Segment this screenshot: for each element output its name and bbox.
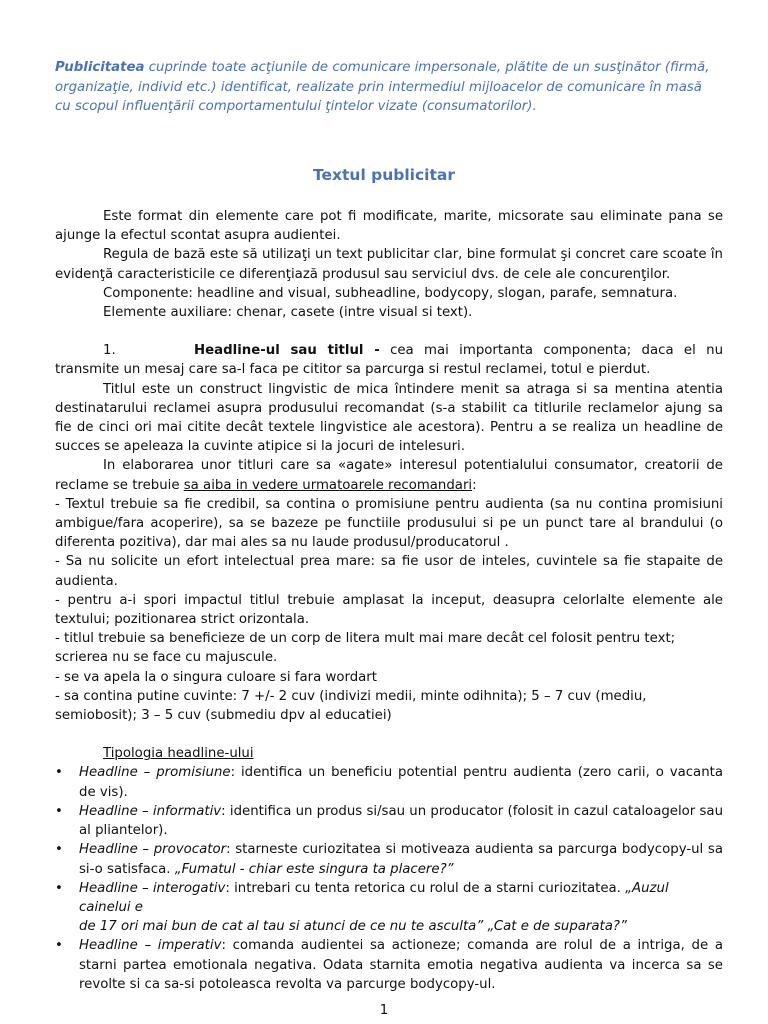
recommendation: - pentru a-i spori impactul titlul trebuie amplasat la inceput, deasupra celorlalte elemente ale textului; pozitionarea strict orizontala.: [55, 592, 723, 628]
list-item: • Headline – informativ: identifica un produs si/sau un producator (folosit in cazul cataloagelor sau al pliantelor).: [55, 802, 723, 840]
recommendation: - titlul trebuie sa beneficieze de un corp de litera mult mai mare decât cel folosit pentru text; scrierea nu se face cu majuscule.: [55, 631, 676, 666]
paragraph: Este format din elemente care pot fi modificate, marite, micsorate sau eliminate pana se ajunge la efectul scontat asupra audientei.: [55, 209, 723, 244]
headline-section-text: cea mai importanta componenta; daca el nu transmite un mesaj care sa-l faca pe cititor sa parcurga si restul reclamei, totul e pierdut.: [55, 343, 723, 378]
paragraph: Titlul este un construct lingvistic de mica întindere menit sa atraga si sa mentina atentia destinatarului reclamei asupra produsului recomandat (s-a stabilit ca titlurile reclamelor ajung sa fie de cinci ori mai citite decât textele lingvistice ale acestora). Pentru a se realiza un headline de succes se apeleaza la cuvinte atipice si la jocuri de intelesuri.: [55, 381, 723, 455]
headline-types-list: [55, 763, 723, 993]
recommendation: - sa contina putine cuvinte: 7 +/- 2 cuv (indivizi medii, minte odihnita); 5 – 7 cuv (mediu, semiobosit); 3 – 5 cuv (submediu dpv al educatiei): [55, 688, 647, 724]
intro-term: Publicitatea: [55, 60, 145, 75]
recommendation: - Textul trebuie sa fie credibil, sa contina o promisiune pentru audienta (sa nu contina promisiuni ambigue/fara acoperire), sa se bazeze pe functiile produsului si pe un punct tare al brandului (o diferenta pozitiva), dar mai ales sa nu laude produsul/producatorul .: [55, 496, 723, 551]
section-number: 1.: [103, 343, 116, 359]
headline-section: [55, 341, 723, 379]
paragraph: In elaborarea unor titluri care sa «agate» interesul potentialului consumator, creatorii de reclame se trebuie sa aiba in vedere urmatoarele recomandari:: [55, 458, 723, 493]
paragraph: Elemente auxiliare: chenar, casete (intre visual si text).: [103, 305, 473, 321]
recommendation: - se va apela la o singura culoare si fara wordart: [55, 669, 377, 685]
page-number: 1: [379, 1003, 389, 1018]
list-item: • Headline – promisiune: identifica un beneficiu potential pentru audienta (zero carii, o vacanta de vis).: [55, 763, 723, 801]
headline-section-title: Headline-ul sau titlul -: [194, 343, 380, 359]
section-title: Textul publicitar: [312, 166, 456, 184]
list-item: • Headline – provocator: starneste curiozitatea si motiveaza audienta sa parcurga bodycopy-ul sa si-o satisfaca. „Fumatul - chiar este singura ta placere?”: [55, 840, 723, 878]
paragraph: Regula de bază este să utilizaţi un text publicitar clar, bine formulat şi concret care scoate în evidenţă caracteristicile ce diferenţiază produsul sau serviciul dvs. de cele ale concurenţilor.: [55, 247, 723, 282]
recommendation: - Sa nu solicite un efort intelectual prea mare: sa fie usor de inteles, cuvintele sa fie stapaite de audienta.: [55, 554, 723, 589]
intro-text: cuprinde toate acţiunile de comunicare impersonale, plătite de un susţinător (firmă, organizaţie, individ etc.) identificat, realizate prin intermediul mijloacelor de comunicare în masă cu scopul influenţării comportamentului ţintelor vizate (consumatorilor).: [55, 60, 710, 115]
list-item: • Headline – interogativ: intrebari cu tenta retorica cu rolul de a starni curiozitatea. „Auzul cainelui e de 17 ori mai bun de cat al tau si atunci de ce nu te asculta” „Cat e de suparata?”: [55, 879, 723, 937]
underlined-text: sa aiba in vedere urmatoarele recomandari: [183, 477, 473, 493]
intro-definition: [55, 58, 710, 117]
typology-title: Tipologia headline-ului: [103, 746, 254, 762]
paragraph: Componente: headline and visual, subheadline, bodycopy, slogan, parafe, semnatura.: [103, 285, 678, 301]
list-item: • Headline – imperativ: comanda audientei sa actioneze; comanda are rolul de a intriga, de a starni partea emotionala negativa. Odata starnita emotia negativa audienta va incerca sa se revolte si ca sa-si potoleasca revolta va parcurge bodycopy-ul.: [55, 936, 723, 994]
body-text: [55, 207, 723, 994]
